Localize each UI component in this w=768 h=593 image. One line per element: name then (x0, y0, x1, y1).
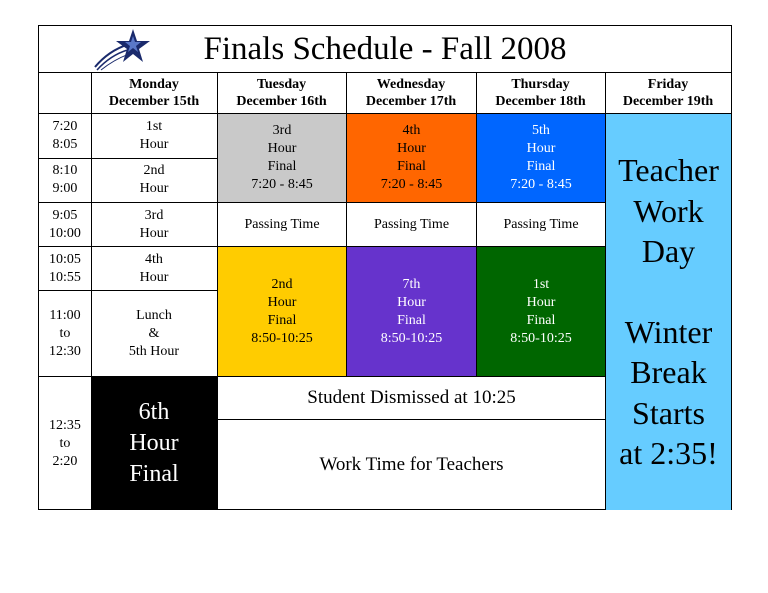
time-start: 11:00 (49, 307, 81, 323)
cell-line: 3rd (144, 207, 164, 223)
cell-line: Starts (632, 394, 705, 431)
thursday-block-1 (477, 114, 605, 202)
cell-line: 8:50-10:25 (510, 330, 572, 346)
cell-line: Final (526, 312, 556, 328)
time-slot-5 (39, 291, 91, 376)
time-start: 10:05 (49, 251, 81, 267)
day-name: Monday (129, 77, 179, 92)
cell-line: 7:20 - 8:45 (251, 177, 313, 192)
thursday-passing-time: Passing Time (503, 216, 579, 232)
header-thursday (476, 73, 605, 113)
page-title: Finals Schedule - Fall 2008 (203, 30, 567, 67)
grid-line (39, 246, 606, 247)
time-start: 9:05 (52, 207, 78, 223)
grid-line (218, 419, 606, 420)
cell-line: 4th (402, 123, 421, 138)
grid-line (217, 73, 218, 510)
cell-line: 5th (532, 123, 550, 138)
cell-line: Final (526, 159, 556, 174)
monday-6th-hour-final (91, 377, 217, 510)
cell-line: Day (641, 233, 696, 270)
cell-line: Hour (267, 141, 297, 156)
cell-line: 7th (402, 276, 421, 292)
grid-line (476, 73, 477, 377)
cell-line: Break (630, 354, 707, 391)
grid-line (39, 202, 606, 203)
grid-line (346, 73, 347, 377)
cell-line: 8:50-10:25 (380, 330, 443, 346)
cell-line: 1st (532, 276, 550, 292)
time-sep: to (59, 325, 71, 341)
day-date: December 15th (108, 94, 200, 109)
student-dismissed-banner: Student Dismissed at 10:25 (307, 387, 516, 408)
cell-line: Hour (397, 294, 426, 310)
cell-line: Hour (139, 225, 169, 241)
cell-line: Hour (397, 141, 426, 156)
grid-line (39, 376, 606, 377)
monday-slot-3 (91, 203, 217, 246)
day-name: Thursday (511, 77, 570, 92)
time-end: 10:55 (49, 269, 81, 285)
schedule-table (38, 25, 732, 510)
cell-line: Final (267, 159, 297, 174)
day-date: December 18th (495, 94, 586, 109)
cell-line: 3rd (272, 123, 292, 138)
time-slot-4 (39, 247, 91, 290)
cell-line: Hour (139, 181, 169, 196)
cell-line: Final (129, 461, 179, 487)
monday-slot-2 (91, 158, 217, 202)
day-name: Tuesday (256, 77, 307, 92)
cell-line: 8:50-10:25 (251, 330, 313, 346)
monday-slot-4 (91, 247, 217, 290)
tuesday-block-1 (218, 114, 346, 202)
cell-line: Final (267, 312, 297, 328)
day-date: December 16th (236, 94, 327, 109)
cell-line: Teacher (618, 152, 719, 189)
friday-teacher-work-day (606, 114, 731, 510)
day-date: December 19th (622, 94, 714, 109)
time-slot-6 (39, 377, 91, 510)
day-name: Wednesday (376, 77, 446, 92)
cell-line: 4th (145, 251, 163, 267)
header-friday (605, 73, 731, 113)
time-end: 2:20 (52, 453, 78, 469)
time-end: 12:30 (49, 343, 81, 359)
time-start: 12:35 (49, 417, 81, 433)
cell-line: Final (397, 159, 426, 174)
header-monday (91, 73, 217, 113)
cell-line: & (148, 325, 160, 341)
cell-line: 2nd (271, 276, 293, 292)
cell-line: Hour (139, 269, 169, 285)
cell-line: 6th (138, 399, 170, 425)
grid-line (91, 73, 92, 510)
time-start: 7:20 (52, 119, 78, 134)
cell-line: 2nd (143, 163, 165, 178)
cell-line: 7:20 - 8:45 (510, 177, 572, 192)
time-start: 8:10 (52, 163, 78, 178)
cell-line: 5th Hour (128, 343, 180, 359)
grid-line (39, 113, 731, 114)
monday-slot-5 (91, 291, 217, 376)
wednesday-block-1 (347, 114, 476, 202)
cell-line: Hour (267, 294, 297, 310)
cell-line: Lunch (136, 307, 172, 323)
header-tuesday (217, 73, 346, 113)
work-time-banner: Work Time for Teachers (319, 454, 504, 475)
cell-line: at 2:35! (619, 435, 718, 472)
day-date: December 17th (365, 94, 457, 109)
time-slot-2 (39, 158, 91, 202)
cell-line: Work (633, 192, 704, 229)
cell-line: 7:20 - 8:45 (380, 177, 443, 192)
time-end: 8:05 (52, 137, 78, 152)
grid-line (605, 73, 606, 510)
time-end: 10:00 (49, 225, 81, 241)
tuesday-block-2 (218, 247, 346, 376)
monday-slot-1 (91, 114, 217, 158)
time-sep: to (59, 435, 71, 451)
wednesday-passing-time: Passing Time (373, 216, 450, 232)
time-end: 9:00 (52, 181, 78, 196)
cell-line: Final (397, 312, 426, 328)
cell-line: Hour (526, 141, 556, 156)
cell-line: Hour (129, 430, 179, 456)
grid-line (39, 290, 218, 291)
wednesday-block-2 (347, 247, 476, 376)
header-wednesday (346, 73, 476, 113)
day-name: Friday (647, 77, 689, 92)
cell-line: Hour (526, 294, 556, 310)
grid-line (39, 72, 731, 73)
grid-line (39, 158, 218, 159)
time-slot-1 (39, 114, 91, 158)
tuesday-passing-time: Passing Time (244, 216, 320, 232)
thursday-block-2 (477, 247, 605, 376)
cell-line: 1st (145, 119, 163, 134)
cell-line: Winter (624, 313, 713, 350)
cell-line: Hour (139, 137, 169, 152)
time-slot-3 (39, 203, 91, 246)
